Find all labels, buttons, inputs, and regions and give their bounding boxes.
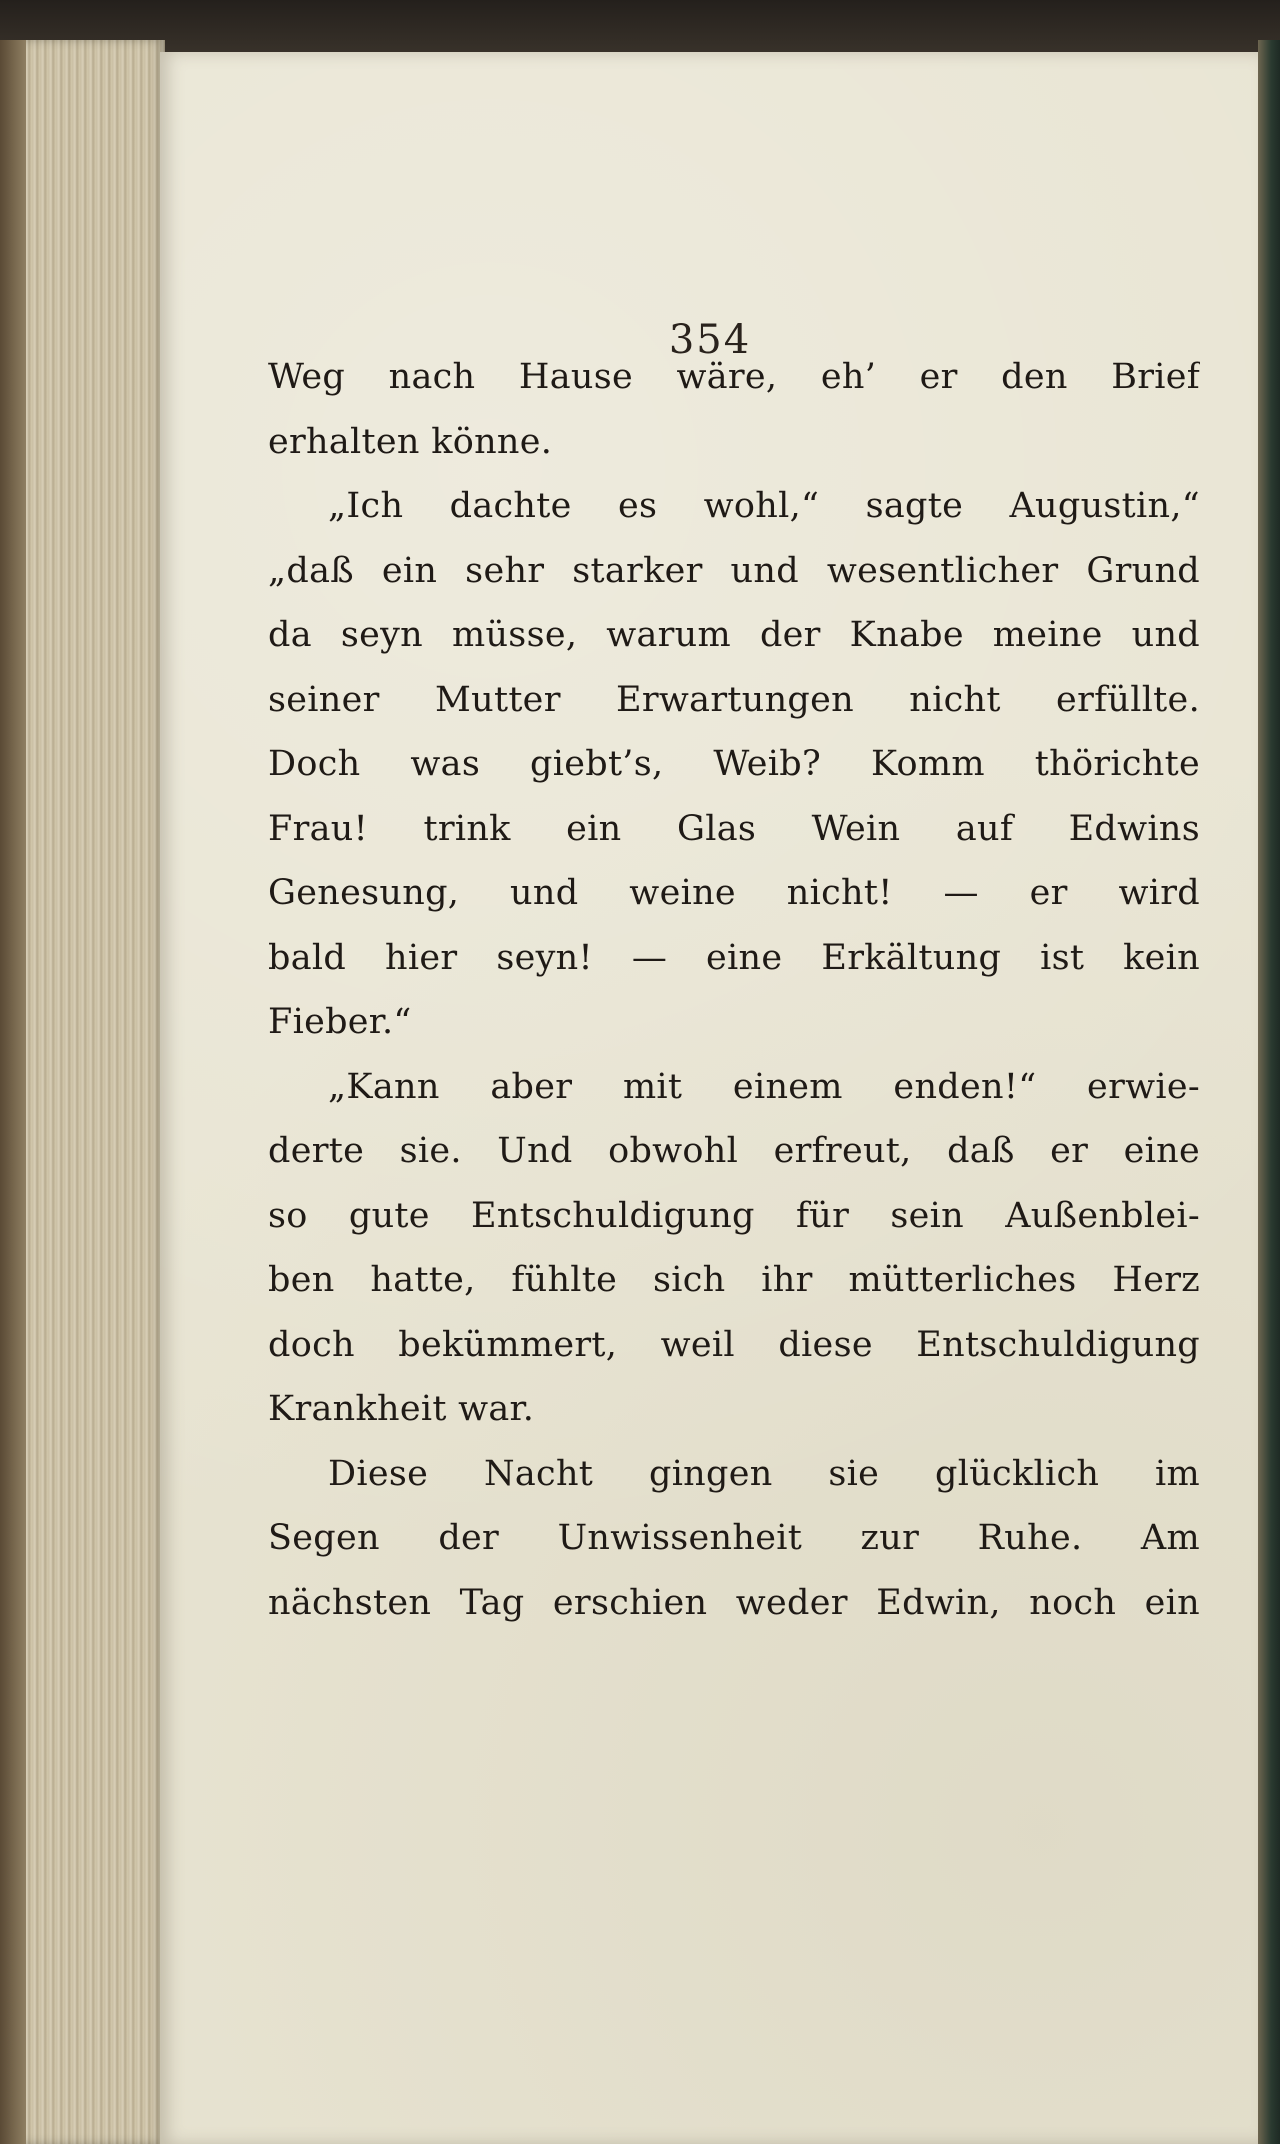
text-line: da seyn müsse, warum der Knabe meine und bbox=[268, 615, 1200, 655]
text-line: erhalten könne. bbox=[268, 421, 553, 462]
text-line: „Ich dachte es wohl,“ sagte Augustin,“ bbox=[328, 486, 1200, 526]
text-line: Genesung, und weine nicht! — er wird bbox=[268, 873, 1200, 913]
text-line: Weg nach Hause wäre, eh’ er den Brief bbox=[268, 357, 1200, 397]
page-edges bbox=[0, 40, 165, 2144]
text-line: Krankheit war. bbox=[268, 1389, 535, 1429]
text-line: ben hatte, fühlte sich ihr mütterliches Herz bbox=[268, 1260, 1200, 1300]
text-line: nächsten Tag erschien weder Edwin, noch ein bbox=[268, 1582, 1200, 1623]
text-line: bald hier seyn! — eine Erkältung ist kein bbox=[268, 937, 1200, 978]
book-binding bbox=[1258, 40, 1280, 2144]
text-line: Doch was giebt’s, Weib? Komm thörichte bbox=[268, 744, 1200, 784]
text-line: Segen der Unwissenheit zur Ruhe. Am bbox=[268, 1518, 1200, 1558]
body-text bbox=[268, 345, 1200, 1635]
text-line: seiner Mutter Erwartungen nicht erfüllte. bbox=[268, 679, 1200, 720]
text-line: so gute Entschuldigung für sein Außenblei- bbox=[268, 1195, 1200, 1236]
text-line: derte sie. Und obwohl erfreut, daß er eine bbox=[268, 1131, 1200, 1171]
page-number: 354 bbox=[668, 317, 752, 363]
text-line: doch bekümmert, weil diese Entschuldigung bbox=[268, 1324, 1200, 1365]
text-line: Frau! trink ein Glas Wein auf Edwins bbox=[268, 808, 1200, 849]
text-line: Fieber.“ bbox=[268, 1002, 412, 1042]
text-line: „Kann aber mit einem enden!“ erwie- bbox=[328, 1066, 1200, 1107]
text-line: Diese Nacht gingen sie glücklich im bbox=[328, 1453, 1200, 1494]
text-line: „daß ein sehr starker und wesentlicher Grund bbox=[268, 550, 1200, 591]
scan-top-edge bbox=[0, 0, 1280, 58]
